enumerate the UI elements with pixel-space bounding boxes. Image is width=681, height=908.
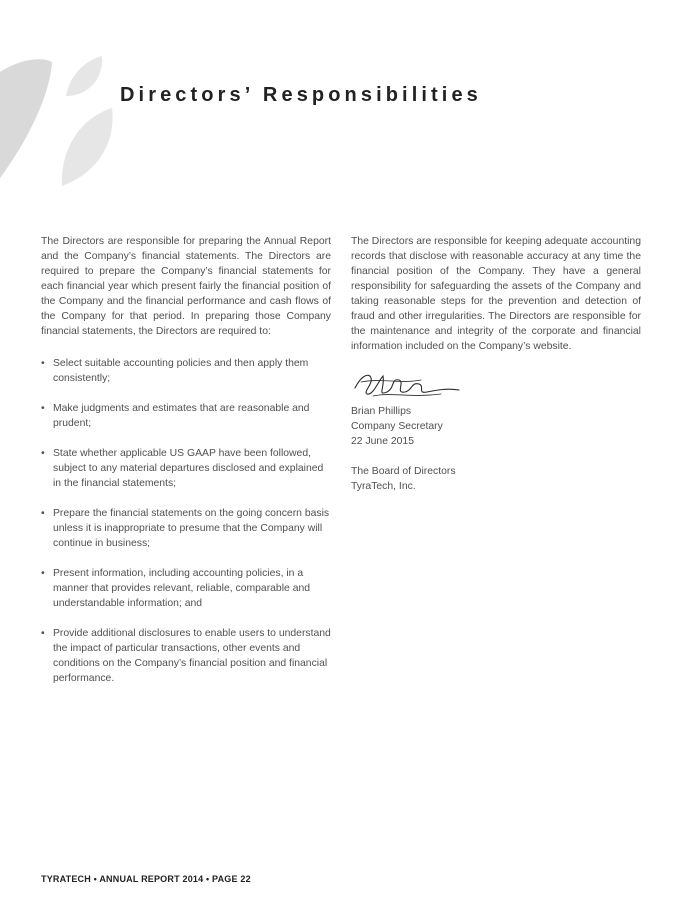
decor-large-crescent <box>0 59 52 178</box>
records-paragraph: The Directors are responsible for keeping adequate accounting records that disclose with reasonable accuracy at any time the financial position of the Company. They have a general responsibility for safeguarding the assets of the Company and taking reasonable steps for the prevention and detection of fraud and other irregularities. The Directors are responsible for the maintenance and integrity of the corporate and financial information included on the Company’s website. <box>351 236 641 352</box>
signatory-name: Brian Phillips <box>351 406 412 417</box>
list-item: • Make judgments and estimates that are reasonable and prudent; <box>41 401 331 431</box>
page-footer: TYRATECH • ANNUAL REPORT 2014 • PAGE 22 <box>41 874 251 884</box>
list-item: • Prepare the financial statements on the going concern basis unless it is inappropriate to presume that the Company will continue in business; <box>41 506 331 551</box>
signature-date: 22 June 2015 <box>351 436 414 447</box>
company-name: TyraTech, Inc. <box>351 481 416 492</box>
left-column <box>41 234 331 701</box>
list-item: • Select suitable accounting policies and then apply them consistently; <box>41 356 331 386</box>
decor-bottom-leaf <box>62 108 113 186</box>
signature-image <box>351 366 463 402</box>
decorative-shapes <box>0 0 120 190</box>
signatory-title: Company Secretary <box>351 421 443 432</box>
page-title: Directors’ Responsibilities <box>120 84 482 106</box>
spacer <box>351 449 641 464</box>
board-label: The Board of Directors <box>351 466 456 477</box>
list-item: • State whether applicable US GAAP have been followed, subject to any material departures disclosed and explained in the financial statements; <box>41 446 331 491</box>
list-item: • Present information, including accounting policies, in a manner that provides relevant, reliable, comparable and understandable information; and <box>41 566 331 611</box>
decor-small-leaf <box>66 56 102 96</box>
requirements-list <box>41 356 331 686</box>
right-column <box>351 234 641 494</box>
intro-paragraph: The Directors are responsible for preparing the Annual Report and the Company’s financial statements. The Directors are required to prepare the Company’s financial statements for each financial year which present fairly the financial position of the Company and the financial performance and cash flows of the Company for that period. In preparing those Company financial statements, the Directors are required to: <box>41 236 331 337</box>
list-item: • Provide additional disclosures to enable users to understand the impact of particular transactions, other events and conditions on the Company’s financial position and financial performance. <box>41 626 331 686</box>
